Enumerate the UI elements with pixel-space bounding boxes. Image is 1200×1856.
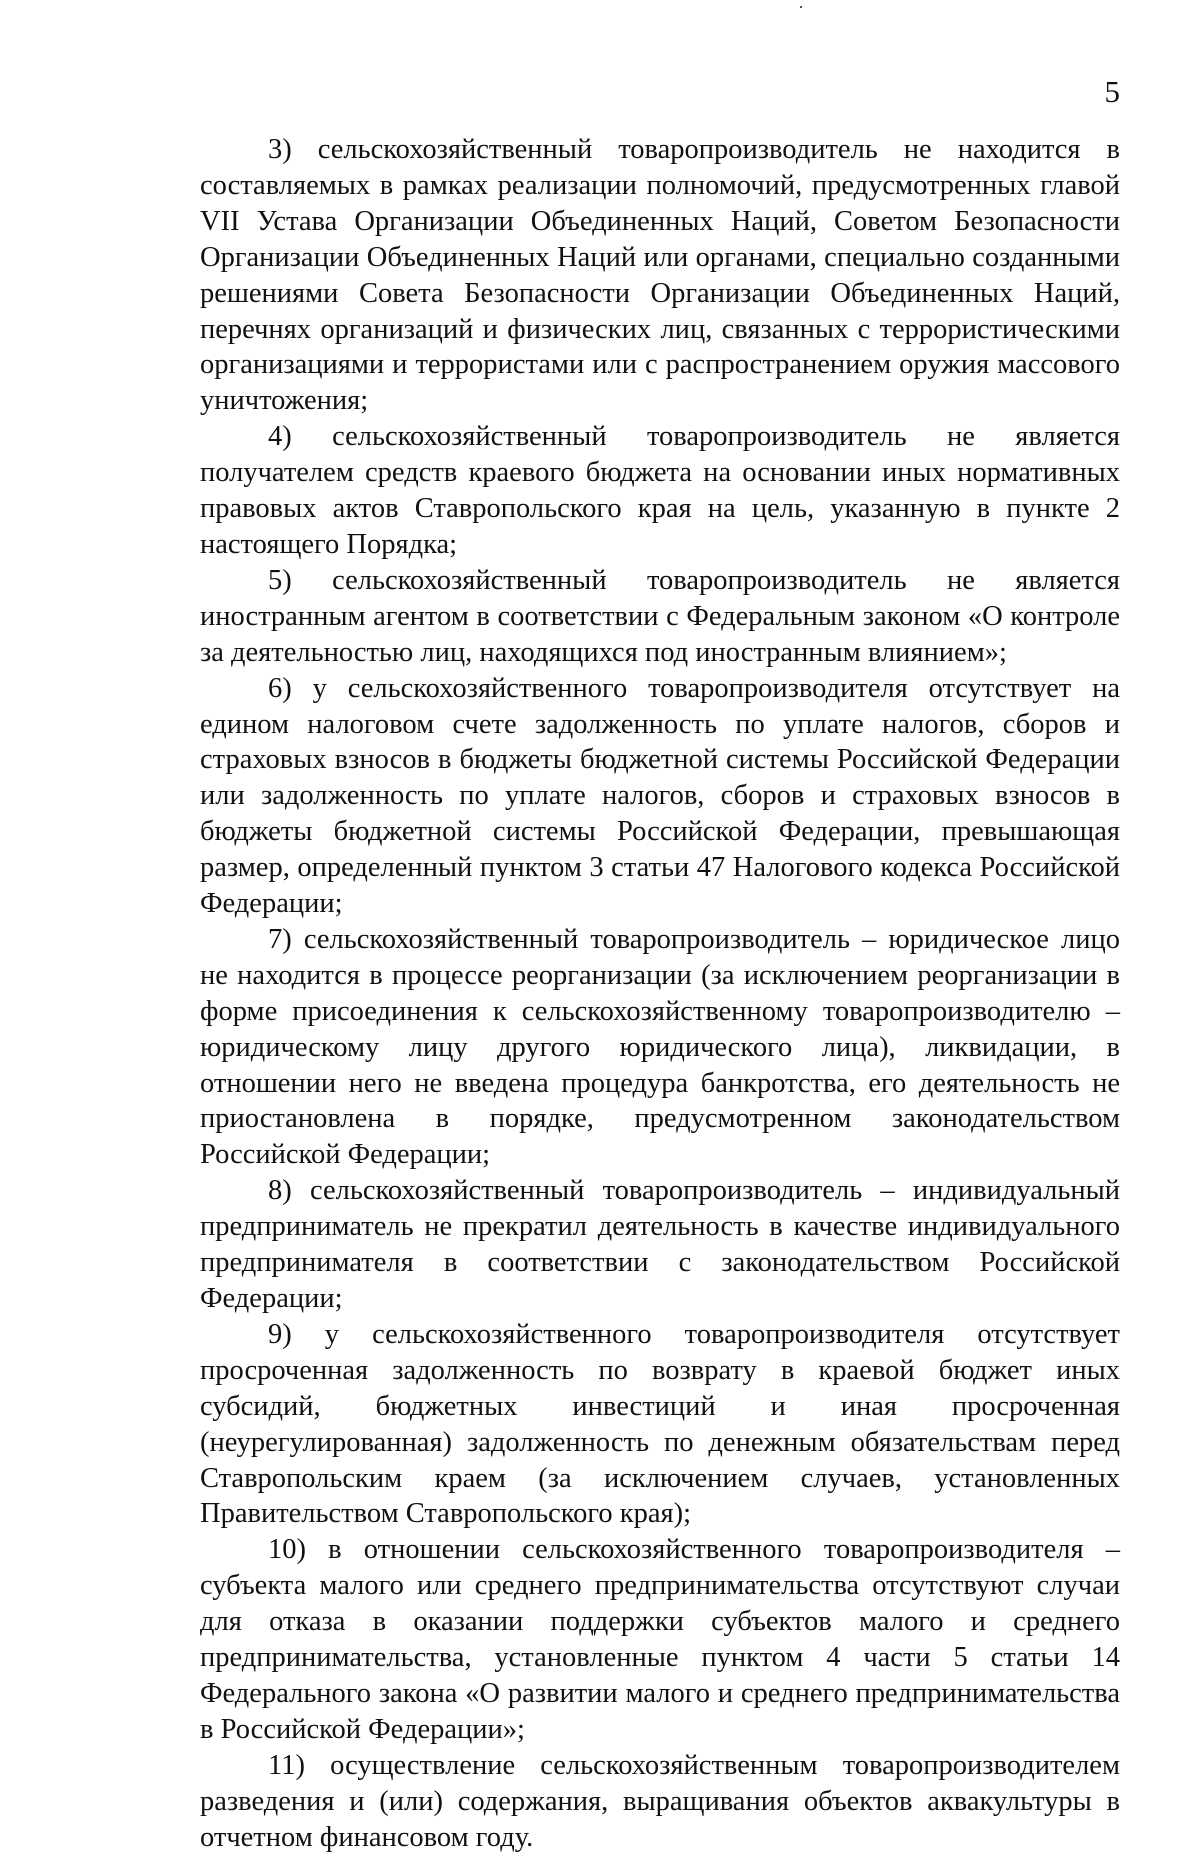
list-item-9: 9) у сельскохозяйственного товаропроизводителя отсутствует просроченная задолженность по возврату в краевой бюджет иных субсидий, бюджетных инвестиций и иная просроченная (неурегулированная) задолженность по денежным обязательствам перед Ставропольским краем (за исключением случаев, установленных Правительством Ставропольского края); (200, 1318, 1120, 1530)
list-item-5: 5) сельскохозяйственный товаропроизводитель не является иностранным агентом в соответствии с Федеральным законом «О контроле за деятельностью лиц, находящихся под иностранным влиянием»; (200, 564, 1120, 668)
list-item-3: 3) сельскохозяйственный товаропроизводитель не находится в составляемых в рамках реализации полномочий, предусмотренных главой VII Устава Организации Объединенных Наций, Советом Безопасности Организации Объединенных Наций или органами, специально созданными решениями Совета Безопасности Организации Объединенных Наций, перечнях организаций и физических лиц, связанных с террористическими организациями и террористами или с распространением оружия массового уничтожения; (200, 134, 1120, 417)
list-item-8: 8) сельскохозяйственный товаропроизводитель – индивидуальный предприниматель не прекратил деятельность в качестве индивидуального предпринимателя в соответствии с законодательством Российской Федерации; (200, 1175, 1120, 1314)
list-item-7: 7) сельскохозяйственный товаропроизводитель – юридическое лицо не находится в процессе реорганизации (за исключением реорганизации в форме присоединения к сельскохозяйственному товаропроизводителю – юридическому лицу другого юридического лица), ликвидации, в отношении него не введена процедура банкротства, его деятельность не приостановлена в порядке, предусмотренном законодательством Российской Федерации; (200, 923, 1120, 1171)
page-number: 5 (1104, 74, 1120, 109)
list-item-4: 4) сельскохозяйственный товаропроизводитель не является получателем средств краевого бюджета на основании иных нормативных правовых актов Ставропольского края на цель, указанную в пункте 2 настоящего Порядка; (200, 421, 1120, 560)
document-body (200, 132, 1120, 1856)
scan-speck (800, 6, 802, 8)
list-item-10: 10) в отношении сельскохозяйственного товаропроизводителя – субъекта малого или среднего предпринимательства отсутствуют случаи для отказа в оказании поддержки субъектов малого и среднего предпринимательства, установленные пунктом 4 части 5 статьи 14 Федерального закона «О развитии малого и среднего предпринимательства в Российской Федерации»; (200, 1534, 1120, 1745)
list-item-6: 6) у сельскохозяйственного товаропроизводителя отсутствует на едином налоговом счете задолженность по уплате налогов, сборов и страховых взносов в бюджеты бюджетной системы Российской Федерации или задолженность по уплате налогов, сборов и страховых взносов в бюджеты бюджетной системы Российской Федерации, превышающая размер, определенный пунктом 3 статьи 47 Налогового кодекса Российской Федерации; (200, 672, 1120, 920)
list-item-11: 11) осуществление сельскохозяйственным товаропроизводителем разведения и (или) содержания, выращивания объектов аквакультуры в отчетном финансовом году. (200, 1749, 1120, 1853)
